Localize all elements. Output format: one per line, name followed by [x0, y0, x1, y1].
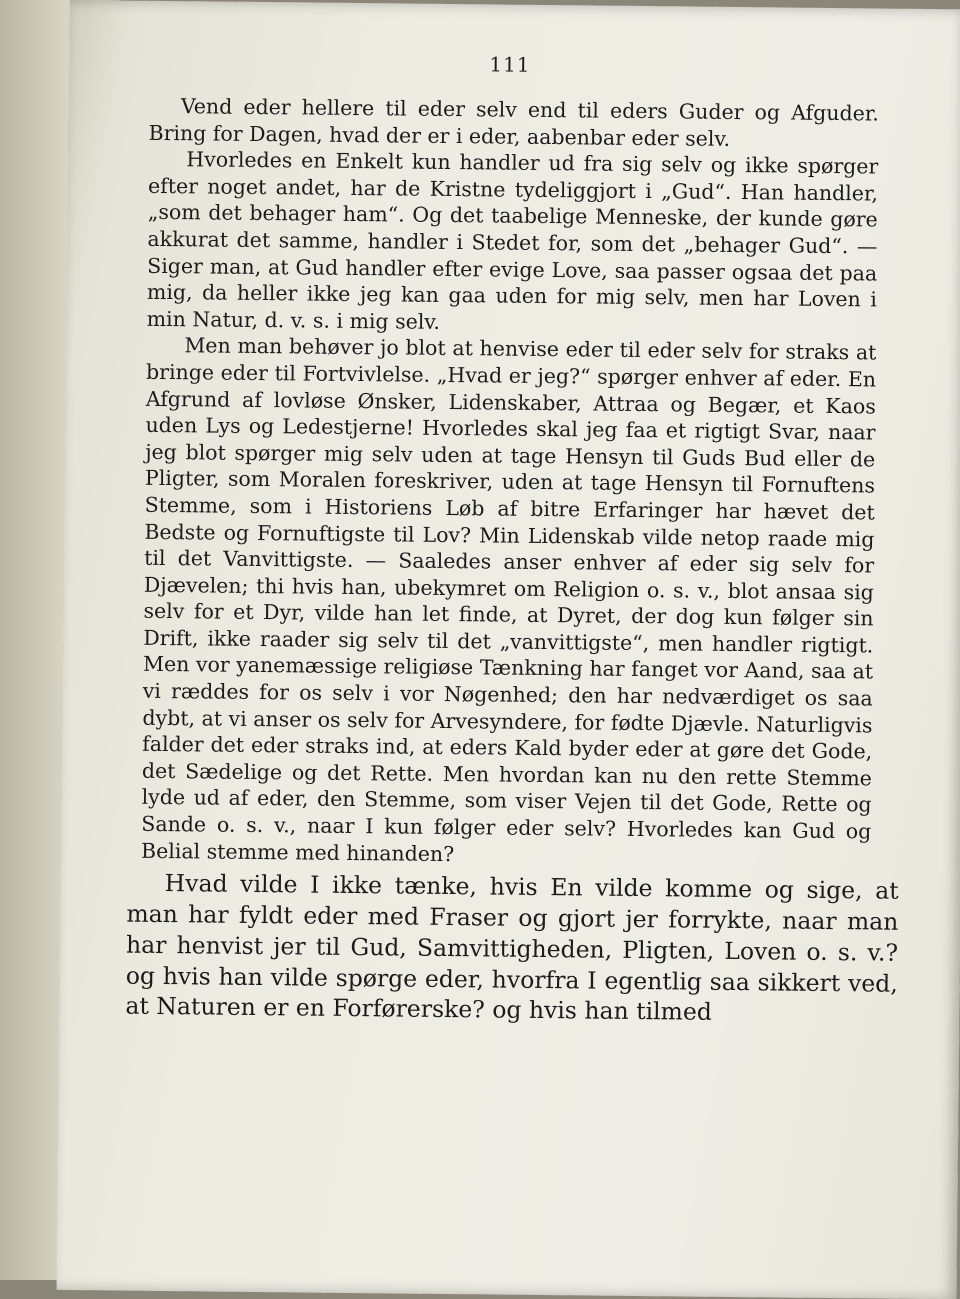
page-text	[125, 93, 899, 1030]
paragraph-4: Hvad vilde I ikke tænke, hvis En vilde komme og sige, at man har fyldt eder med Fraser og gjort jer forrykte, naar man har henvist jer til Gud, Samvittigheden, Pligten, Loven o. s. v.? og hvis han vilde spørge eder, hvorfra I egentlig saa sikkert ved, at Naturen er en Forførerske? og hvis han tilmed	[125, 869, 899, 1027]
paragraph-3: Men man behøver jo blot at henvise eder til eder selv for straks at bringe eder til Fortvivlelse. „Hvad er jeg?“ spørger enhver af eder. En Afgrund af lovløse Ønsker, Lidenskaber, Attraa og Begær, et Kaos uden Lys og Ledestjerne! Hvorledes skal jeg faa et rigtigt Svar, naar jeg blot spørger mig selv uden at tage Hensyn til Guds Bud eller de Pligter, som Moralen foreskriver, uden at tage Hensyn til Fornuftens Stemme, som i Historiens Løb af bitre Erfaringer har hævet det Bedste og Fornuftigste til Lov? Min Lidenskab vilde netop raade mig til det Vanvittigste. — Saaledes anser enhver af eder sig selv for Djævelen; thi hvis han, ubekymret om Religion o. s. v., blot ansaa sig selv for et Dyr, vilde han let finde, at Dyret, der dog kun følger sin Drift, ikke raader sig selv til det „vanvittigste“, men handler rigtigt. Men vor yanemæssige religiøse Tænkning har fanget vor Aand, saa at vi ræddes for os selv i vor Nøgenhed; den har nedværdiget os saa dybt, at vi anser os selv for Arvesyndere, for fødte Djævle. Naturligvis falder det eder straks ind, at eders Kald byder eder at gøre det Gode, det Sædelige og det Rette. Men hvordan kan nu den rette Stemme lyde ud af eder, den Stemme, som viser Vejen til det Gode, Rette og Sande o. s. v., naar I kun følger eder selv? Hvorledes kan Gud og Belial stemme med hinanden?	[140, 333, 877, 866]
paragraph-2: Hvorledes en Enkelt kun handler ud fra sig selv og ikke spørger efter noget andet, har de Kristne tydeliggjort i „Gud“. Han handler, „som det behager ham“. Og det taabelige Menneske, der kunde gøre akkurat det samme, handler i Stedet for, som det „behager Gud“. — Siger man, at Gud handler efter evige Love, saa passer ogsaa det paa mig, da heller ikke jeg kan gaa uden for mig selv, men har Loven i min Natur, d. v. s. i mig selv.	[146, 147, 879, 334]
paragraph-1: Vend eder hellere til eder selv end til eders Guder og Afguder. Bring for Dagen, hvad der er i eder, aabenbar eder selv.	[148, 94, 879, 151]
page-number: 111	[489, 52, 531, 77]
book-page	[56, 0, 960, 1299]
